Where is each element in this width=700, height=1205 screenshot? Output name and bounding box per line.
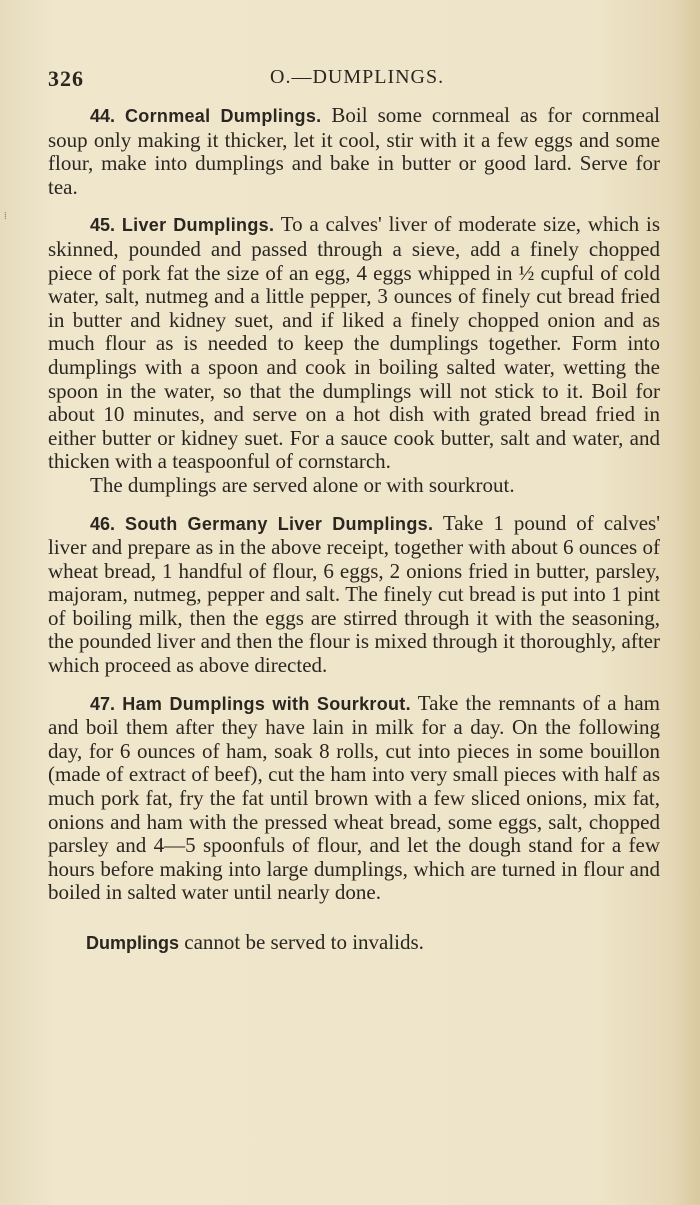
recipe-number: 47. — [90, 693, 116, 714]
page-body — [48, 104, 660, 956]
page-header — [48, 66, 648, 96]
note-text: cannot be served to invalids. — [184, 930, 424, 954]
running-head: O.—DUMPLINGS. — [270, 66, 445, 88]
recipe-title: South Germany Liver Dumplings. — [125, 513, 434, 534]
recipe-text: Take the remnants of a ham and boil them after they have lain in milk for a day. On the following day, for 6 ounces of ham, soak 8 rolls, cut into pieces in some bouillon (made of extract of beef), cut the ham into very small pieces with half as much pork fat, fry the fat until brown with a few sliced onions, mix fat, onions and ham with the pressed wheat bread, some eggs, salt, chopped parsley and 4—5 spoonfuls of flour, and let the dough stand for a few hours before making into large dumplings, which are turned in flour and boiled in salted water until nearly done. — [48, 690, 661, 905]
recipe-text: Take 1 pound of calves' liver and prepare as in the above receipt, together with about 6 ounces of wheat bread, 1 handful of flour, 6 eggs, 2 onions fried in butter, parsley, majoram, nutmeg, pepper and salt. The finely cut bread is put into 1 pint of boiling milk, then the eggs are stirred through it with the seasoning, the pounded liver and then the flour is mixed through it thoroughly, after which proceed as above directed. — [48, 510, 661, 678]
note-title: Dumplings — [86, 933, 179, 953]
recipe-title: Cornmeal Dumplings. — [125, 106, 322, 126]
recipe-47 — [48, 692, 660, 905]
closing-note — [48, 931, 660, 956]
recipe-title: Liver Dumplings. — [121, 215, 275, 236]
recipe-45-extra: The dumplings are served alone or with sourkrout. — [90, 472, 515, 497]
recipe-text: To a calves' liver of moderate size, which is skinned, pounded and passed through a sieve, add a finely chopped piece of pork fat the size of an egg, 4 eggs whipped in ½ cupful of cold water, salt, nutmeg and a little pepper, 3 ounces of finely cut bread fried in butter and kidney suet, and if liked a finely chopped onion and as much flour as is needed to keep the dumplings together. Form into dumplings with a spoon and cook in boiling salted water, wetting the spoon in the water, so that the dumplings will not stick to it. Boil for about 10 minutes, and serve on a hot dish with grated bread fried in either butter or kidney suet. For a sauce cook butter, salt and water, and thicken with a teaspoonful of cornstarch. — [48, 212, 661, 474]
recipe-number: 46. — [90, 513, 116, 534]
recipe-44 — [48, 104, 660, 199]
margin-ink-mark: ⁞ — [4, 211, 7, 222]
recipe-number: 44. — [90, 106, 116, 126]
recipe-number: 45. — [90, 215, 116, 236]
recipe-title: Ham Dumplings with Sourkrout. — [122, 693, 411, 714]
recipe-text: Boil some cornmeal as for cornmeal soup only making it thicker, let it cool, stir with it a few eggs and some flour, make into dumplings and bake in butter or good lard. Serve for tea. — [48, 103, 660, 199]
recipe-45 — [48, 213, 660, 474]
page-number: 326 — [48, 66, 84, 91]
recipe-46 — [48, 512, 660, 678]
